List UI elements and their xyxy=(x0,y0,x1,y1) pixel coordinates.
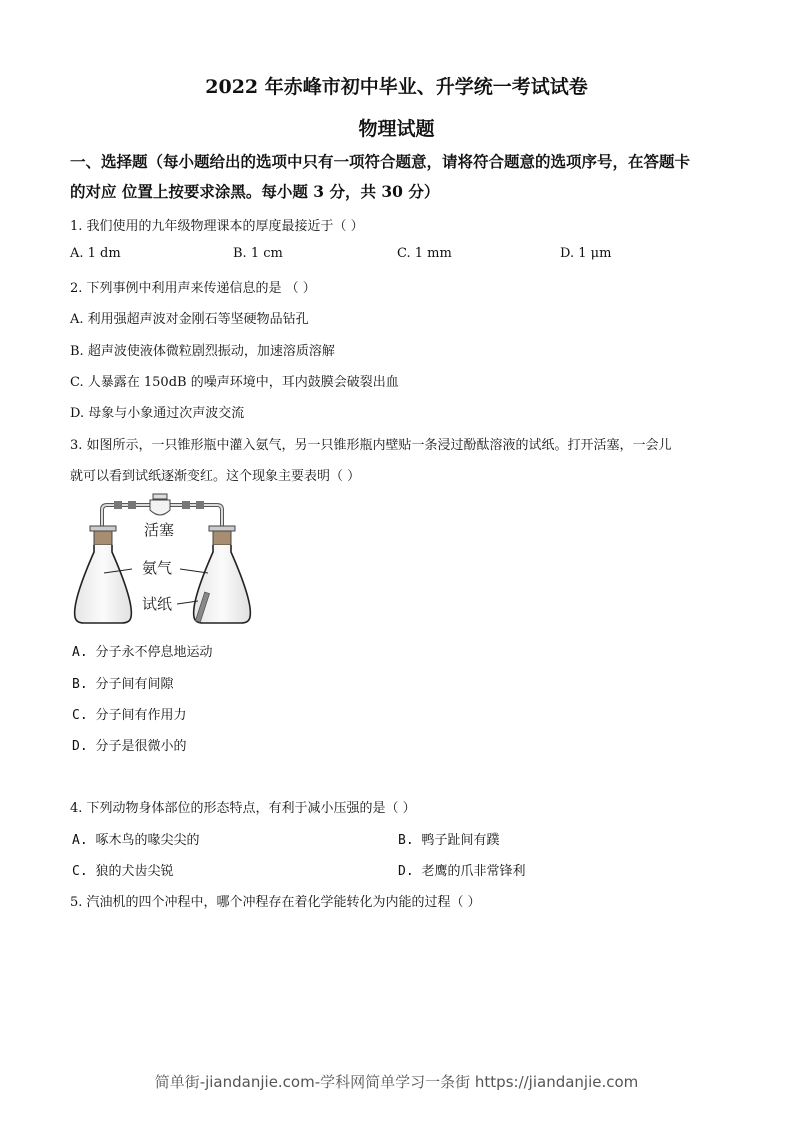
section-heading-line2: 的对应 位置上按要求涂黑。每小题 3 分，共 30 分） xyxy=(70,182,440,201)
figure-label-paper: 试纸 xyxy=(142,595,173,613)
flask-diagram xyxy=(70,492,255,630)
page-title: 2022 年赤峰市初中毕业、升学统一考试试卷 xyxy=(205,76,588,98)
question-5-stem: 5. 汽油机的四个冲程中，哪个冲程存在着化学能转化为内能的过程（ ） xyxy=(70,895,481,910)
question-4-option-d: D. 老鹰的爪非常锋利 xyxy=(398,864,526,879)
question-4-option-c: C. 狼的犬齿尖锐 xyxy=(72,864,174,879)
question-2-option-d: D. 母象与小象通过次声波交流 xyxy=(70,406,245,421)
question-3-stem-line2: 就可以看到试纸逐渐变红。这个现象主要表明（ ） xyxy=(70,469,361,484)
question-1-stem: 1. 我们使用的九年级物理课本的厚度最接近于（ ） xyxy=(70,219,364,234)
question-2-option-c: C. 人暴露在 150dB 的噪声环境中，耳内鼓膜会破裂出血 xyxy=(70,375,399,390)
footer-watermark: 简单街-jiandanjie.com-学科网简单学习一条街 https://jiandanjie.com xyxy=(154,1073,639,1091)
question-4-option-a: A. 啄木鸟的喙尖尖的 xyxy=(72,833,200,848)
figure-label-valve: 活塞 xyxy=(144,521,175,539)
question-3-option-d: D. 分子是很微小的 xyxy=(72,739,187,754)
question-2-option-a: A. 利用强超声波对金刚石等坚硬物品钻孔 xyxy=(70,312,309,327)
question-3-option-a: A. 分子永不停息地运动 xyxy=(72,645,213,660)
question-3-option-c: C. 分子间有作用力 xyxy=(72,708,187,723)
question-1-option-b: B. 1 cm xyxy=(233,246,283,261)
page-subtitle: 物理试题 xyxy=(358,118,435,140)
section-heading-line1: 一、选择题（每小题给出的选项中只有一项符合题意，请将符合题意的选项序号，在答题卡 xyxy=(70,152,691,171)
question-3-option-b: B. 分子间有间隙 xyxy=(72,677,174,692)
figure-label-gas: 氨气 xyxy=(142,559,173,577)
question-1-option-d: D. 1 μm xyxy=(560,246,612,261)
question-3-stem-line1: 3. 如图所示，一只锥形瓶中灌入氨气，另一只锥形瓶内壁贴一条浸过酚酞溶液的试纸。打开活塞，一会儿 xyxy=(70,438,672,453)
question-1-option-a: A. 1 dm xyxy=(70,246,121,261)
question-2-option-b: B. 超声波使液体微粒剧烈振动，加速溶质溶解 xyxy=(70,344,335,359)
question-2-stem: 2. 下列事例中利用声来传递信息的是 （ ） xyxy=(70,281,316,296)
question-1-option-c: C. 1 mm xyxy=(397,246,452,261)
question-4-option-b: B. 鸭子趾间有蹼 xyxy=(398,833,500,848)
question-4-stem: 4. 下列动物身体部位的形态特点，有利于减小压强的是（ ） xyxy=(70,801,416,816)
